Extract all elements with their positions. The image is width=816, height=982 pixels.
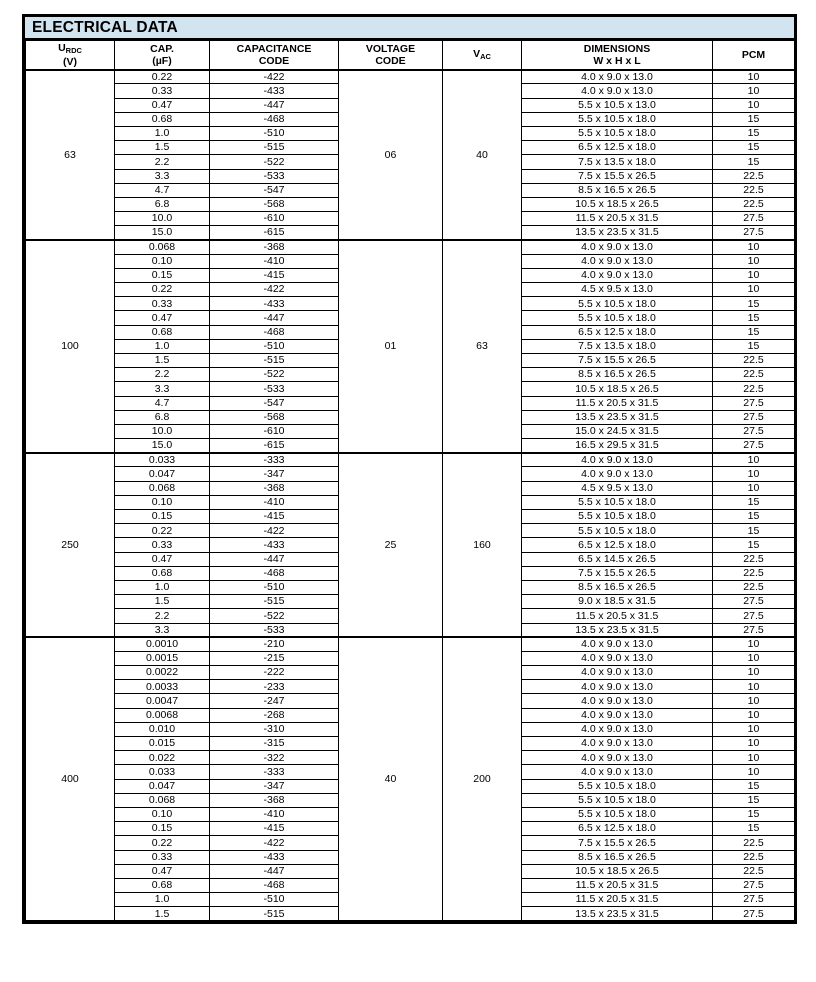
cap-cell: 0.15 [115, 268, 210, 282]
table-header [26, 41, 795, 70]
dimensions-cell: 7.5 x 15.5 x 26.5 [522, 353, 713, 367]
cap-cell: 0.015 [115, 737, 210, 751]
pcm-cell: 22.5 [713, 552, 795, 566]
cap-cell: 1.0 [115, 893, 210, 907]
cap-cell: 1.5 [115, 595, 210, 609]
dimensions-cell: 7.5 x 15.5 x 26.5 [522, 836, 713, 850]
capacitance-code-cell: -515 [210, 907, 339, 921]
capacitance-code-cell: -422 [210, 283, 339, 297]
cap-cell: 0.022 [115, 751, 210, 765]
col-header-cap: CAP. (µF) [115, 41, 210, 70]
capacitance-code-cell: -447 [210, 311, 339, 325]
dimensions-cell: 7.5 x 13.5 x 18.0 [522, 155, 713, 169]
pcm-cell: 15 [713, 112, 795, 126]
vac-subscript: AC [480, 52, 491, 62]
dimensions-cell: 6.5 x 12.5 x 18.0 [522, 325, 713, 339]
capacitance-code-cell: -533 [210, 623, 339, 637]
pcm-cell: 15 [713, 524, 795, 538]
cap-cell: 2.2 [115, 155, 210, 169]
dimensions-cell: 13.5 x 23.5 x 31.5 [522, 907, 713, 921]
cap-cell: 0.0047 [115, 694, 210, 708]
capacitance-code-cell: -415 [210, 268, 339, 282]
pcm-cell: 15 [713, 339, 795, 353]
capacitance-code-cell: -510 [210, 893, 339, 907]
table-row [26, 70, 795, 84]
pcm-cell: 15 [713, 807, 795, 821]
dimensions-cell: 10.5 x 18.5 x 26.5 [522, 382, 713, 396]
cap-cell: 0.10 [115, 495, 210, 509]
cap-cell: 2.2 [115, 609, 210, 623]
cap-cell: 6.8 [115, 197, 210, 211]
dimensions-cell: 7.5 x 15.5 x 26.5 [522, 169, 713, 183]
urdc-cell: 400 [26, 637, 115, 921]
pcm-cell: 27.5 [713, 396, 795, 410]
capacitance-code-cell: -610 [210, 424, 339, 438]
capacitance-code-cell: -522 [210, 609, 339, 623]
capacitance-code-cell: -210 [210, 637, 339, 651]
pcm-cell: 15 [713, 325, 795, 339]
pcm-cell: 10 [713, 680, 795, 694]
cap-cell: 1.5 [115, 353, 210, 367]
cap-cell: 3.3 [115, 382, 210, 396]
capacitance-code-cell: -615 [210, 439, 339, 453]
pcm-cell: 27.5 [713, 623, 795, 637]
pcm-cell: 15 [713, 538, 795, 552]
cap-cell: 0.047 [115, 779, 210, 793]
cap-cell: 0.033 [115, 453, 210, 467]
pcm-cell: 22.5 [713, 197, 795, 211]
table-row [26, 453, 795, 467]
pcm-cell: 27.5 [713, 424, 795, 438]
dimensions-cell: 11.5 x 20.5 x 31.5 [522, 396, 713, 410]
capacitance-code-cell: -415 [210, 510, 339, 524]
cap-cell: 0.47 [115, 864, 210, 878]
dimensions-cell: 11.5 x 20.5 x 31.5 [522, 878, 713, 892]
capacitance-code-cell: -447 [210, 98, 339, 112]
vac-cell: 63 [443, 240, 522, 453]
capacitance-code-cell: -510 [210, 339, 339, 353]
capacitance-code-cell: -533 [210, 382, 339, 396]
pcm-cell: 22.5 [713, 382, 795, 396]
dimensions-cell: 4.0 x 9.0 x 13.0 [522, 254, 713, 268]
pcm-cell: 10 [713, 254, 795, 268]
pcm-cell: 15 [713, 297, 795, 311]
cap-cell: 0.068 [115, 793, 210, 807]
cap-cell: 0.15 [115, 510, 210, 524]
dimensions-cell: 4.0 x 9.0 x 13.0 [522, 268, 713, 282]
capacitance-code-cell: -568 [210, 197, 339, 211]
pcm-cell: 22.5 [713, 169, 795, 183]
cap-cell: 0.47 [115, 98, 210, 112]
cap-cell: 0.68 [115, 325, 210, 339]
voltage-code-cell: 01 [339, 240, 443, 453]
capacitance-code-cell: -422 [210, 836, 339, 850]
dimensions-cell: 11.5 x 20.5 x 31.5 [522, 212, 713, 226]
vac-cell: 160 [443, 453, 522, 637]
pcm-cell: 15 [713, 155, 795, 169]
dimensions-cell: 4.0 x 9.0 x 13.0 [522, 70, 713, 84]
capacitance-code-cell: -247 [210, 694, 339, 708]
dimensions-cell: 5.5 x 10.5 x 18.0 [522, 112, 713, 126]
dimensions-cell: 10.5 x 18.5 x 26.5 [522, 864, 713, 878]
cap-cell: 0.0033 [115, 680, 210, 694]
electrical-data-table [25, 40, 795, 921]
dimensions-cell: 13.5 x 23.5 x 31.5 [522, 410, 713, 424]
dimensions-cell: 8.5 x 16.5 x 26.5 [522, 368, 713, 382]
capacitance-code-cell: -433 [210, 297, 339, 311]
dimensions-cell: 5.5 x 10.5 x 18.0 [522, 779, 713, 793]
table-row [26, 637, 795, 651]
cap-cell: 0.22 [115, 70, 210, 84]
dimensions-cell: 6.5 x 14.5 x 26.5 [522, 552, 713, 566]
voltage-code-cell: 25 [339, 453, 443, 637]
cap-cell: 3.3 [115, 169, 210, 183]
cap-cell: 0.068 [115, 481, 210, 495]
pcm-cell: 15 [713, 510, 795, 524]
dimensions-cell: 8.5 x 16.5 x 26.5 [522, 580, 713, 594]
pcm-cell: 22.5 [713, 183, 795, 197]
vac-cell: 40 [443, 70, 522, 240]
dimensions-cell: 4.0 x 9.0 x 13.0 [522, 240, 713, 254]
dimensions-cell: 7.5 x 15.5 x 26.5 [522, 566, 713, 580]
col-header-vac: $V_{AC}$ [443, 41, 522, 70]
dimensions-cell: 16.5 x 29.5 x 31.5 [522, 439, 713, 453]
capacitance-code-cell: -422 [210, 70, 339, 84]
pcm-cell: 15 [713, 141, 795, 155]
pcm-cell: 10 [713, 70, 795, 84]
dimensions-cell: 4.0 x 9.0 x 13.0 [522, 84, 713, 98]
pcm-cell: 10 [713, 722, 795, 736]
capacitance-code-cell: -347 [210, 779, 339, 793]
pcm-cell: 10 [713, 240, 795, 254]
dimensions-cell: 15.0 x 24.5 x 31.5 [522, 424, 713, 438]
capacitance-code-cell: -533 [210, 169, 339, 183]
pcm-cell: 10 [713, 637, 795, 651]
cap-cell: 1.0 [115, 580, 210, 594]
dimensions-cell: 4.0 x 9.0 x 13.0 [522, 680, 713, 694]
cap-cell: 1.0 [115, 126, 210, 140]
dimensions-cell: 4.0 x 9.0 x 13.0 [522, 637, 713, 651]
pcm-cell: 27.5 [713, 595, 795, 609]
capacitance-code-cell: -433 [210, 84, 339, 98]
capacitance-code-cell: -510 [210, 580, 339, 594]
pcm-cell: 27.5 [713, 226, 795, 240]
capacitance-code-cell: -368 [210, 481, 339, 495]
table-body [26, 70, 795, 921]
electrical-data-table-frame [22, 14, 797, 924]
cap-cell: 0.47 [115, 311, 210, 325]
col-header-voltage-code: VOLTAGE CODE [339, 41, 443, 70]
cap-cell: 1.5 [115, 907, 210, 921]
pcm-cell: 10 [713, 651, 795, 665]
capacitance-code-cell: -468 [210, 878, 339, 892]
cap-cell: 0.033 [115, 765, 210, 779]
capacitance-code-cell: -615 [210, 226, 339, 240]
pcm-cell: 15 [713, 311, 795, 325]
cap-cell: 0.68 [115, 112, 210, 126]
col-header-urdc: $U_{RDC}$ (V) [26, 41, 115, 70]
dimensions-cell: 6.5 x 12.5 x 18.0 [522, 538, 713, 552]
cap-cell: 0.33 [115, 297, 210, 311]
capacitance-code-cell: -410 [210, 495, 339, 509]
voltage-code-cell: 40 [339, 637, 443, 921]
dimensions-cell: 4.0 x 9.0 x 13.0 [522, 722, 713, 736]
pcm-cell: 15 [713, 793, 795, 807]
cap-cell: 4.7 [115, 183, 210, 197]
dimensions-cell: 8.5 x 16.5 x 26.5 [522, 850, 713, 864]
capacitance-code-cell: -368 [210, 240, 339, 254]
header-row [26, 41, 795, 70]
pcm-cell: 10 [713, 751, 795, 765]
urdc-cell: 100 [26, 240, 115, 453]
dimensions-cell: 7.5 x 13.5 x 18.0 [522, 339, 713, 353]
dimensions-cell: 5.5 x 10.5 x 18.0 [522, 495, 713, 509]
pcm-cell: 15 [713, 822, 795, 836]
pcm-cell: 10 [713, 481, 795, 495]
table-title-bar [25, 17, 794, 40]
dimensions-cell: 5.5 x 10.5 x 18.0 [522, 311, 713, 325]
capacitance-code-cell: -468 [210, 112, 339, 126]
dimensions-cell: 5.5 x 10.5 x 18.0 [522, 510, 713, 524]
cap-cell: 0.33 [115, 538, 210, 552]
cap-cell: 0.68 [115, 566, 210, 580]
col-header-dimensions: DIMENSIONS W x H x L [522, 41, 713, 70]
dimensions-cell: 5.5 x 10.5 x 13.0 [522, 98, 713, 112]
col-header-capacitance-code: CAPACITANCE CODE [210, 41, 339, 70]
capacitance-code-cell: -347 [210, 467, 339, 481]
cap-cell: 0.047 [115, 467, 210, 481]
pcm-cell: 15 [713, 779, 795, 793]
cap-cell: 0.0015 [115, 651, 210, 665]
pcm-cell: 27.5 [713, 439, 795, 453]
capacitance-code-cell: -433 [210, 538, 339, 552]
cap-cell: 0.22 [115, 836, 210, 850]
dimensions-cell: 4.0 x 9.0 x 13.0 [522, 765, 713, 779]
capacitance-code-cell: -333 [210, 765, 339, 779]
dimensions-cell: 4.0 x 9.0 x 13.0 [522, 666, 713, 680]
capacitance-code-cell: -468 [210, 566, 339, 580]
pcm-cell: 22.5 [713, 580, 795, 594]
pcm-cell: 27.5 [713, 878, 795, 892]
col-header-pcm: PCM [713, 41, 795, 70]
cap-cell: 10.0 [115, 212, 210, 226]
capacitance-code-cell: -510 [210, 126, 339, 140]
dimensions-cell: 10.5 x 18.5 x 26.5 [522, 197, 713, 211]
cap-cell: 0.33 [115, 84, 210, 98]
dimensions-cell: 5.5 x 10.5 x 18.0 [522, 297, 713, 311]
capacitance-code-cell: -415 [210, 822, 339, 836]
pcm-cell: 10 [713, 666, 795, 680]
dimensions-cell: 9.0 x 18.5 x 31.5 [522, 595, 713, 609]
pcm-cell: 15 [713, 126, 795, 140]
pcm-cell: 22.5 [713, 850, 795, 864]
dimensions-cell: 4.5 x 9.5 x 13.0 [522, 481, 713, 495]
pcm-cell: 22.5 [713, 864, 795, 878]
capacitance-code-cell: -368 [210, 793, 339, 807]
capacitance-code-cell: -268 [210, 708, 339, 722]
capacitance-code-cell: -515 [210, 353, 339, 367]
cap-cell: 0.068 [115, 240, 210, 254]
cap-cell: 0.10 [115, 807, 210, 821]
pcm-cell: 15 [713, 495, 795, 509]
capacitance-code-cell: -215 [210, 651, 339, 665]
urdc-cell: 250 [26, 453, 115, 637]
capacitance-code-cell: -515 [210, 141, 339, 155]
capacitance-code-cell: -547 [210, 396, 339, 410]
cap-cell: 0.22 [115, 283, 210, 297]
capacitance-code-cell: -568 [210, 410, 339, 424]
capacitance-code-cell: -547 [210, 183, 339, 197]
capacitance-code-cell: -447 [210, 552, 339, 566]
capacitance-code-cell: -447 [210, 864, 339, 878]
dimensions-cell: 4.5 x 9.5 x 13.0 [522, 283, 713, 297]
pcm-cell: 10 [713, 283, 795, 297]
pcm-cell: 22.5 [713, 368, 795, 382]
dimensions-cell: 5.5 x 10.5 x 18.0 [522, 524, 713, 538]
capacitance-code-cell: -310 [210, 722, 339, 736]
capacitance-code-cell: -233 [210, 680, 339, 694]
cap-cell: 0.47 [115, 552, 210, 566]
pcm-cell: 10 [713, 98, 795, 112]
dimensions-cell: 4.0 x 9.0 x 13.0 [522, 708, 713, 722]
urdc-unit: (V) [63, 55, 77, 68]
dimensions-cell: 4.0 x 9.0 x 13.0 [522, 467, 713, 481]
cap-cell: 1.5 [115, 141, 210, 155]
dimensions-cell: 4.0 x 9.0 x 13.0 [522, 737, 713, 751]
cap-cell: 4.7 [115, 396, 210, 410]
cap-cell: 0.15 [115, 822, 210, 836]
dimensions-cell: 6.5 x 12.5 x 18.0 [522, 141, 713, 155]
pcm-cell: 27.5 [713, 609, 795, 623]
pcm-cell: 27.5 [713, 212, 795, 226]
capacitance-code-cell: -333 [210, 453, 339, 467]
capacitance-code-cell: -515 [210, 595, 339, 609]
pcm-cell: 22.5 [713, 836, 795, 850]
capacitance-code-cell: -433 [210, 850, 339, 864]
capacitance-code-cell: -315 [210, 737, 339, 751]
cap-cell: 0.010 [115, 722, 210, 736]
cap-cell: 15.0 [115, 439, 210, 453]
capacitance-code-cell: -522 [210, 368, 339, 382]
dimensions-cell: 5.5 x 10.5 x 18.0 [522, 126, 713, 140]
capacitance-code-cell: -410 [210, 254, 339, 268]
cap-cell: 1.0 [115, 339, 210, 353]
dimensions-cell: 11.5 x 20.5 x 31.5 [522, 609, 713, 623]
cap-cell: 0.0068 [115, 708, 210, 722]
dimensions-cell: 4.0 x 9.0 x 13.0 [522, 694, 713, 708]
cap-cell: 0.0022 [115, 666, 210, 680]
dimensions-cell: 5.5 x 10.5 x 18.0 [522, 793, 713, 807]
capacitance-code-cell: -610 [210, 212, 339, 226]
dimensions-cell: 4.0 x 9.0 x 13.0 [522, 651, 713, 665]
pcm-cell: 22.5 [713, 353, 795, 367]
dimensions-cell: 13.5 x 23.5 x 31.5 [522, 226, 713, 240]
dimensions-cell: 13.5 x 23.5 x 31.5 [522, 623, 713, 637]
capacitance-code-cell: -468 [210, 325, 339, 339]
pcm-cell: 10 [713, 268, 795, 282]
table-title: ELECTRICAL DATA [32, 18, 178, 36]
pcm-cell: 27.5 [713, 893, 795, 907]
capacitance-code-cell: -222 [210, 666, 339, 680]
capacitance-code-cell: -322 [210, 751, 339, 765]
pcm-cell: 10 [713, 467, 795, 481]
cap-cell: 6.8 [115, 410, 210, 424]
cap-cell: 0.68 [115, 878, 210, 892]
dimensions-cell: 8.5 x 16.5 x 26.5 [522, 183, 713, 197]
urdc-subscript: RDC [65, 46, 82, 55]
vac-cell: 200 [443, 637, 522, 921]
cap-cell: 0.10 [115, 254, 210, 268]
dimensions-cell: 5.5 x 10.5 x 18.0 [522, 807, 713, 821]
cap-cell: 10.0 [115, 424, 210, 438]
cap-cell: 2.2 [115, 368, 210, 382]
dimensions-cell: 4.0 x 9.0 x 13.0 [522, 453, 713, 467]
pcm-cell: 27.5 [713, 410, 795, 424]
voltage-code-cell: 06 [339, 70, 443, 240]
pcm-cell: 22.5 [713, 566, 795, 580]
pcm-cell: 10 [713, 708, 795, 722]
table-row [26, 240, 795, 254]
pcm-cell: 10 [713, 84, 795, 98]
capacitance-code-cell: -422 [210, 524, 339, 538]
capacitance-code-cell: -410 [210, 807, 339, 821]
cap-cell: 15.0 [115, 226, 210, 240]
dimensions-cell: 4.0 x 9.0 x 13.0 [522, 751, 713, 765]
cap-cell: 0.22 [115, 524, 210, 538]
dimensions-cell: 6.5 x 12.5 x 18.0 [522, 822, 713, 836]
urdc-cell: 63 [26, 70, 115, 240]
pcm-cell: 10 [713, 453, 795, 467]
cap-cell: 0.33 [115, 850, 210, 864]
dimensions-cell: 11.5 x 20.5 x 31.5 [522, 893, 713, 907]
cap-cell: 3.3 [115, 623, 210, 637]
cap-cell: 0.0010 [115, 637, 210, 651]
pcm-cell: 10 [713, 765, 795, 779]
capacitance-code-cell: -522 [210, 155, 339, 169]
pcm-cell: 10 [713, 737, 795, 751]
pcm-cell: 27.5 [713, 907, 795, 921]
pcm-cell: 10 [713, 694, 795, 708]
